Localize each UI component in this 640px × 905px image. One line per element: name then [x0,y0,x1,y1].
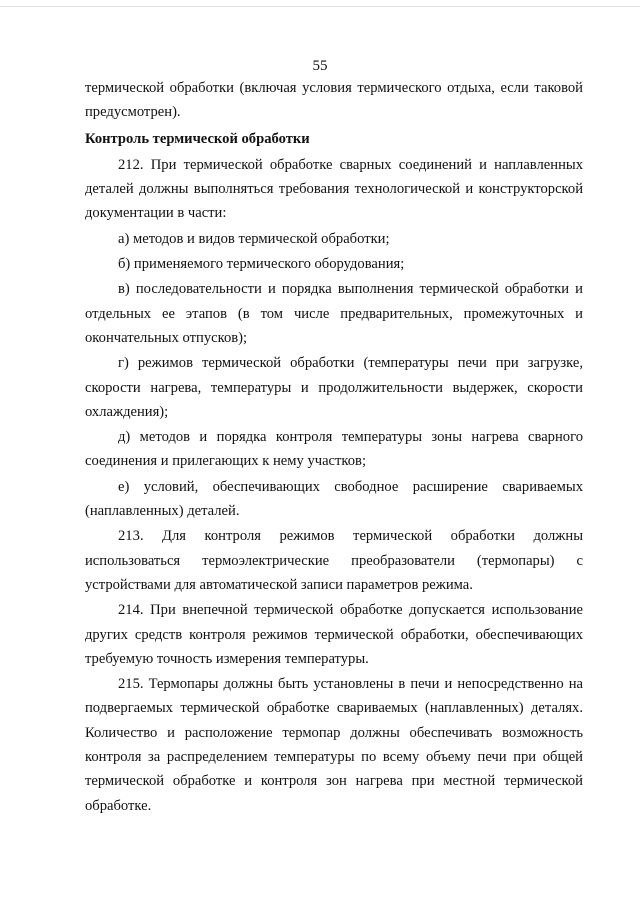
document-body [85,76,583,818]
list-item-e: д) методов и порядка контроля температуры зоны нагрева сварного соединения и прилегающих к нему участков; [85,429,583,470]
paragraph-213: 213. Для контроля режимов термической обработки должны использоваться термоэлектрические преобразователи (термопары) с устройствами для автоматической записи параметров режима. [85,528,583,593]
paragraph-212: 212. При термической обработке сварных соединений и наплавленных деталей должны выполняться требования технологической и конструкторской документации в части: [85,156,583,222]
paragraph-214: 214. При внепечной термической обработке допускается использование других средств контроля режимов термической обработки, обеспечивающих требуемую точность измерения температуры. [85,602,583,667]
page-number: 55 [312,58,328,74]
list-item-f: е) условий, обеспечивающих свободное расширение свариваемых (наплавленных) деталей. [85,478,583,520]
list-item-b: б) применяемого термического оборудования; [118,256,405,273]
list-item-d: г) режимов термической обработки (температуры печи при загрузке, скорости нагрева, температуры и продолжительности выдержек, скорости охлаждения); [85,355,583,420]
list-item-a: а) методов и видов термической обработки; [118,230,390,247]
continuation-paragraph: термической обработки (включая условия термического отдыха, если таковой предусмотрен). [85,80,583,121]
scan-edge-line [0,6,640,7]
list-item-c: в) последовательности и порядка выполнения термической обработки и отдельных ее этапов (в том числе предварительных, промежуточных и окончательных отпусков); [85,281,583,346]
paragraph-215: 215. Термопары должны быть установлены в печи и непосредственно на подвергаемых термической обработке свариваемых (наплавленных) деталях. Количество и расположение термопар должны обеспечивать возможность контроля за распределением температуры по всему объему печи при общей термической обработке и контроля зон нагрева при местной термической обработке. [85,676,583,814]
section-heading: Контроль термической обработки [85,130,310,147]
